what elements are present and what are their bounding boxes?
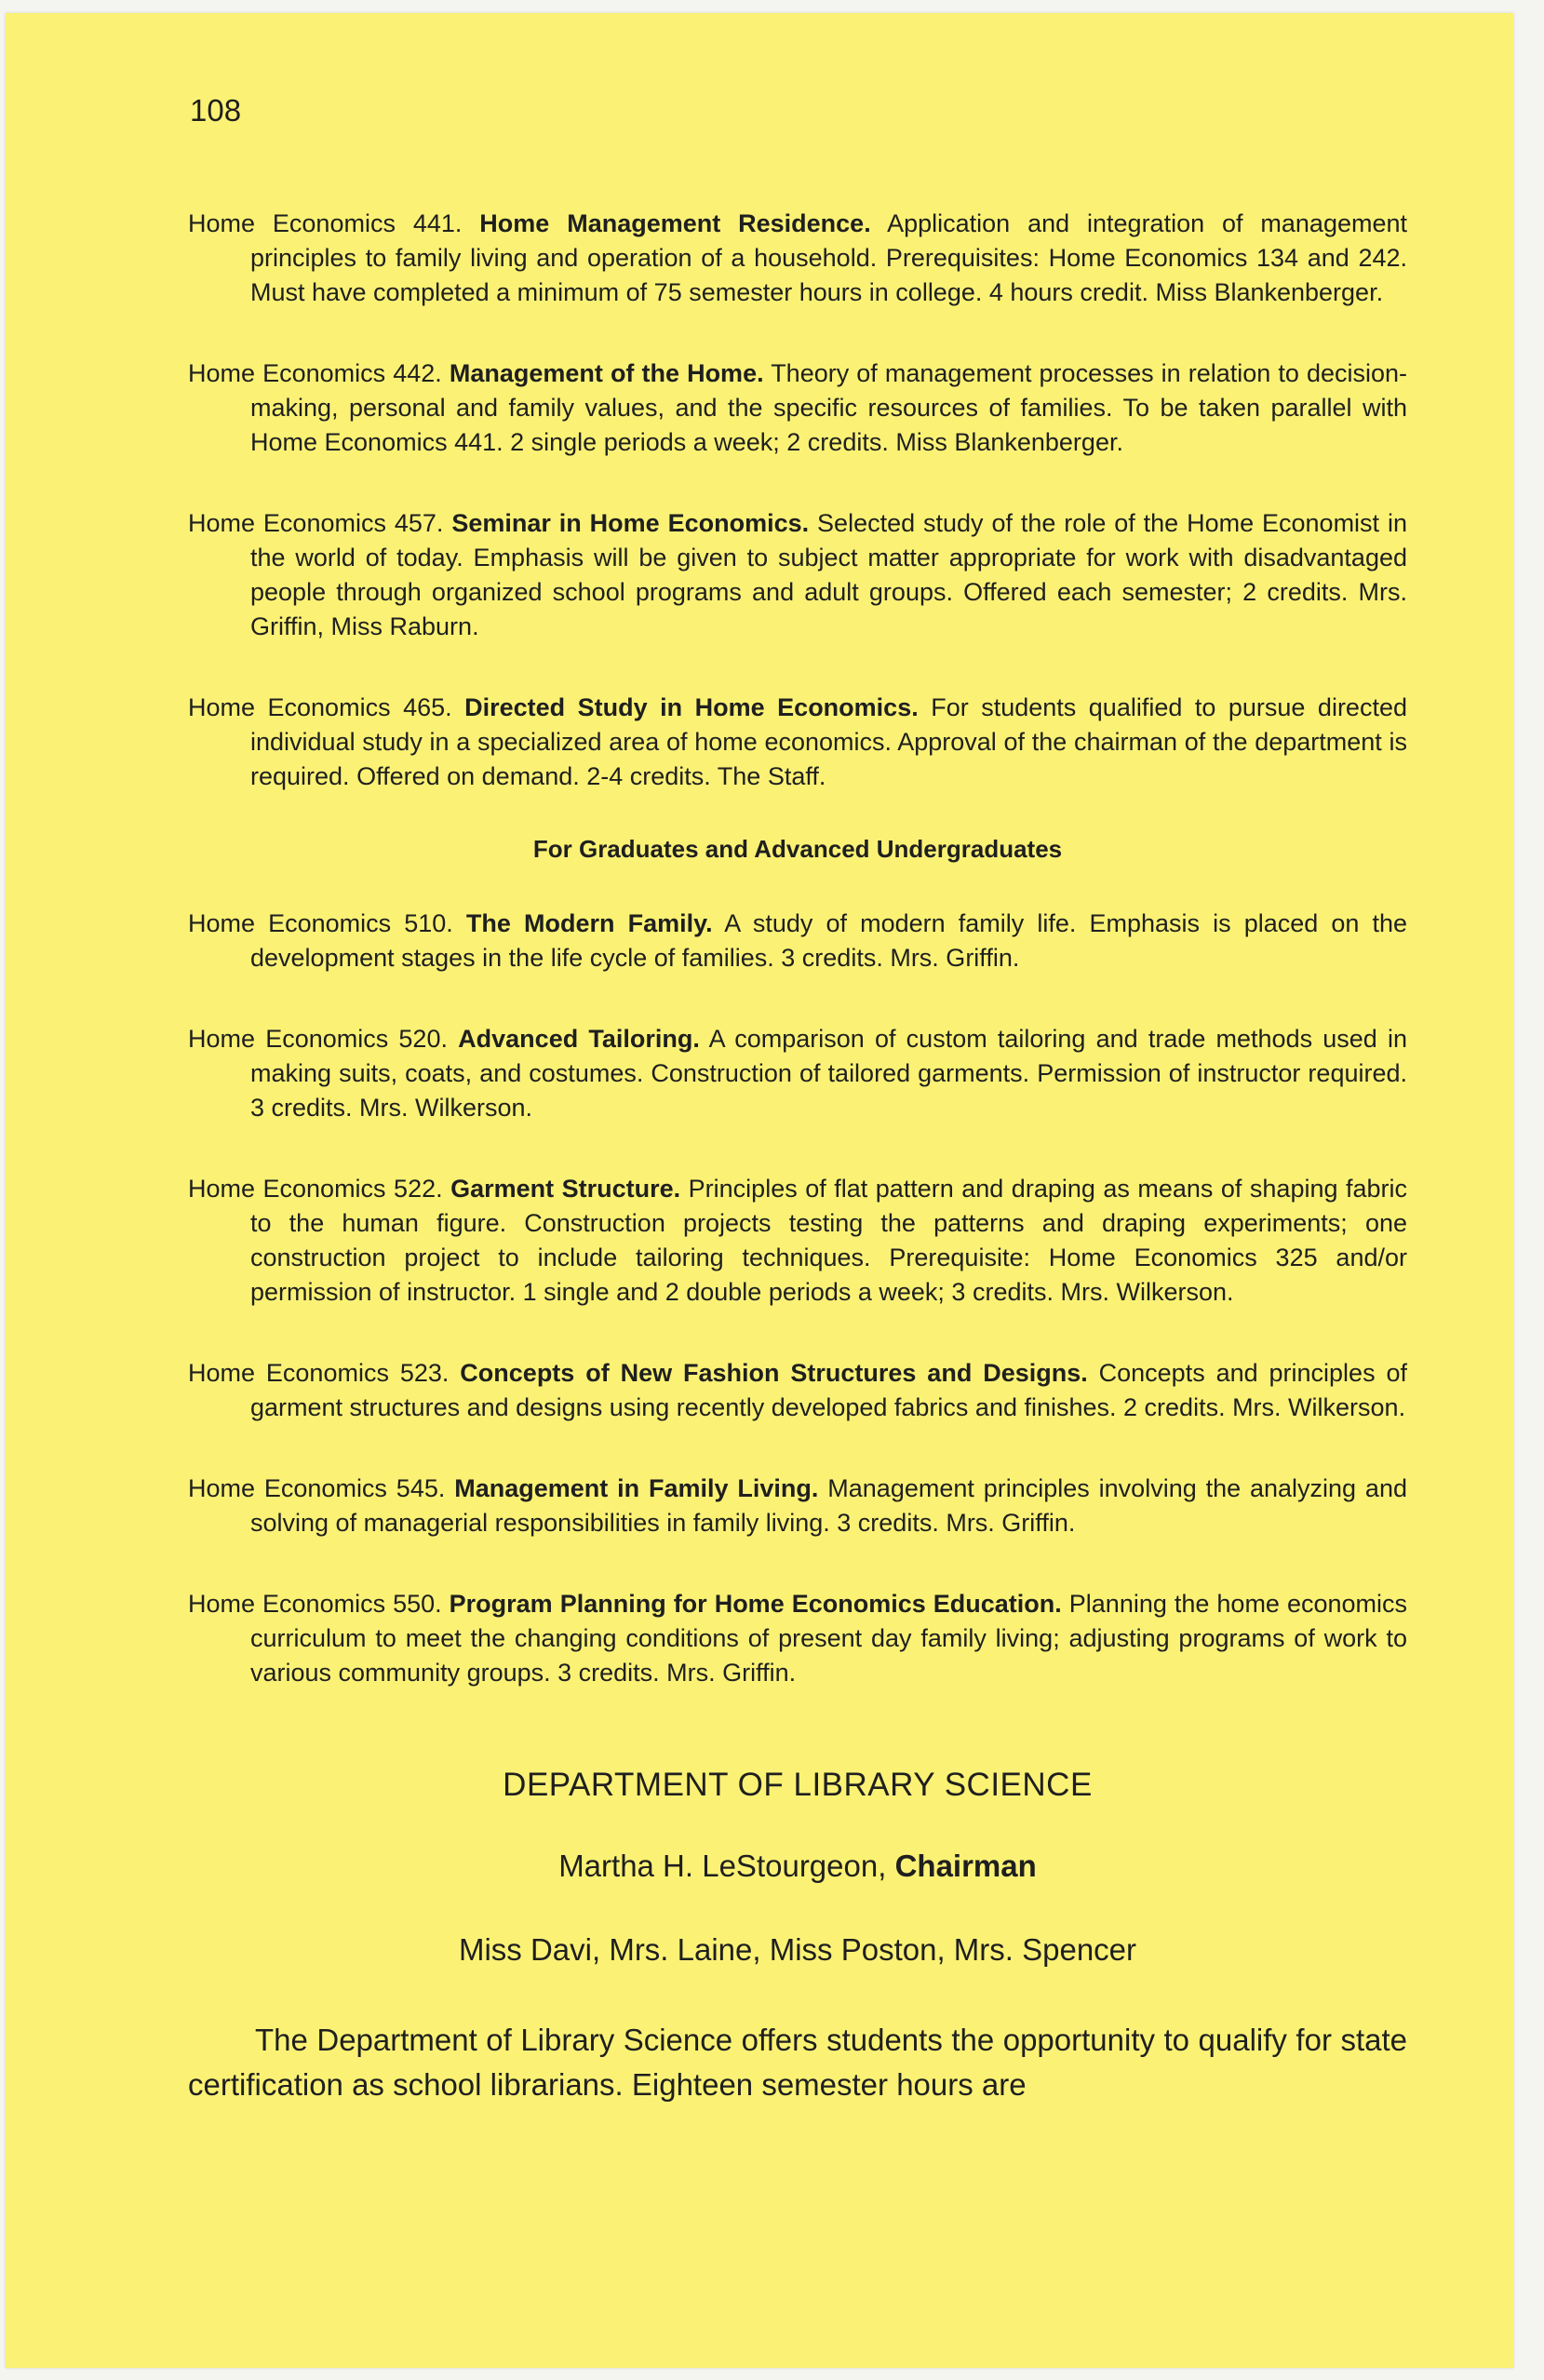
course-description: Management principles involving the analyzing and solving of managerial responsibilities in family living. 3 credits. Mrs. Griffin. (250, 1474, 1407, 1537)
course-description: A study of modern family life. Emphasis is placed on the development stages in the life cycle of families. 3 credits. Mrs. Griffin. (250, 909, 1408, 972)
course-entry-442 (188, 356, 1407, 460)
course-entry-523 (188, 1356, 1407, 1425)
course-number: Home Economics 523. (188, 1359, 450, 1387)
chair-name: Martha H. LeStourgeon, (558, 1849, 887, 1883)
course-number: Home Economics 550. (188, 1590, 442, 1618)
department-faculty: Miss Davi, Mrs. Laine, Miss Poston, Mrs. Spencer (458, 1932, 1137, 1967)
course-description: Application and integration of management principles to family living and operation of a household. Prerequisites: Home Economics 134 and 242. Must have completed a minimum of 75 semester hours in college. 4 hours credit. Miss Blankenberger. (250, 209, 1408, 306)
course-description: Concepts and principles of garment structures and designs using recently developed fabrics and finishes. 2 credits. Mrs. Wilkerson. (250, 1359, 1407, 1421)
course-number: Home Economics 441. (188, 209, 463, 237)
course-title: The Modern Family. (465, 909, 713, 937)
course-number: Home Economics 465. (188, 693, 452, 721)
course-entry-457 (188, 506, 1407, 644)
course-entry-441 (188, 207, 1407, 310)
course-description: Theory of management processes in relation to decision-making, personal and family values, and the specific resources of families. To be taken parallel with Home Economics 441. 2 single periods a week; 2 credits. Miss Blankenberger. (250, 359, 1408, 456)
page-content (188, 207, 1407, 2107)
course-description: Selected study of the role of the Home Economist in the world of today. Emphasis will be given to subject matter appropriate for work with disadvantaged people through organized school programs and adult groups. Offered each semester; 2 credits. Mrs. Griffin, Miss Raburn. (250, 509, 1407, 640)
course-number: Home Economics 520. (188, 1025, 448, 1053)
section-heading: For Graduates and Advanced Undergraduates (532, 835, 1063, 863)
course-title: Management of the Home. (449, 359, 764, 387)
course-number: Home Economics 522. (188, 1175, 443, 1203)
course-number: Home Economics 510. (188, 909, 453, 937)
course-number: Home Economics 545. (188, 1474, 446, 1502)
course-entry-545 (188, 1472, 1407, 1540)
course-title: Directed Study in Home Economics. (464, 693, 919, 721)
course-title: Concepts of New Fashion Structures and Designs. (460, 1359, 1088, 1387)
course-entry-510 (188, 907, 1407, 975)
course-entry-520 (188, 1022, 1407, 1125)
course-title: Advanced Tailoring. (458, 1025, 700, 1053)
department-intro: The Department of Library Science offers students the opportunity to qualify for state certification as school librarians. Eighteen semester hours are (188, 2023, 1407, 2102)
course-title: Garment Structure. (450, 1175, 681, 1203)
catalog-page (6, 13, 1513, 2368)
course-entry-522 (188, 1172, 1407, 1310)
course-title: Management in Family Living. (454, 1474, 819, 1502)
chair-role: Chairman (894, 1849, 1037, 1883)
course-title: Seminar in Home Economics. (451, 509, 810, 537)
course-description: For students qualified to pursue directed individual study in a specialized area of home economics. Approval of the chairman of the department is required. Offered on demand. 2-4 credits. The Staff. (250, 693, 1407, 790)
course-description: Planning the home economics curriculum to meet the changing conditions of present day family living; adjusting programs of work to various community groups. 3 credits. Mrs. Griffin. (250, 1590, 1408, 1687)
course-number: Home Economics 442. (188, 359, 442, 387)
course-entry-465 (188, 691, 1407, 794)
course-title: Program Planning for Home Economics Education. (449, 1590, 1062, 1618)
course-number: Home Economics 457. (188, 509, 444, 537)
course-title: Home Management Residence. (479, 209, 871, 237)
department-chair (188, 1849, 1407, 1884)
course-description: Principles of flat pattern and draping as means of shaping fabric to the human figure. Construction projects testing the patterns and draping experiments; one construction project to include tailoring techniques. Prerequisite: Home Economics 325 and/or permission of instructor. 1 single and 2 double periods a week; 3 credits. Mrs. Wilkerson. (250, 1175, 1408, 1306)
department-title: DEPARTMENT OF LIBRARY SCIENCE (503, 1767, 1093, 1803)
course-entry-550 (188, 1587, 1407, 1690)
course-description: A comparison of custom tailoring and trade methods used in making suits, coats, and costumes. Construction of tailored garments. Permission of instructor required. 3 credits. Mrs. Wilkerson. (250, 1025, 1407, 1122)
page-number: 108 (190, 93, 242, 128)
